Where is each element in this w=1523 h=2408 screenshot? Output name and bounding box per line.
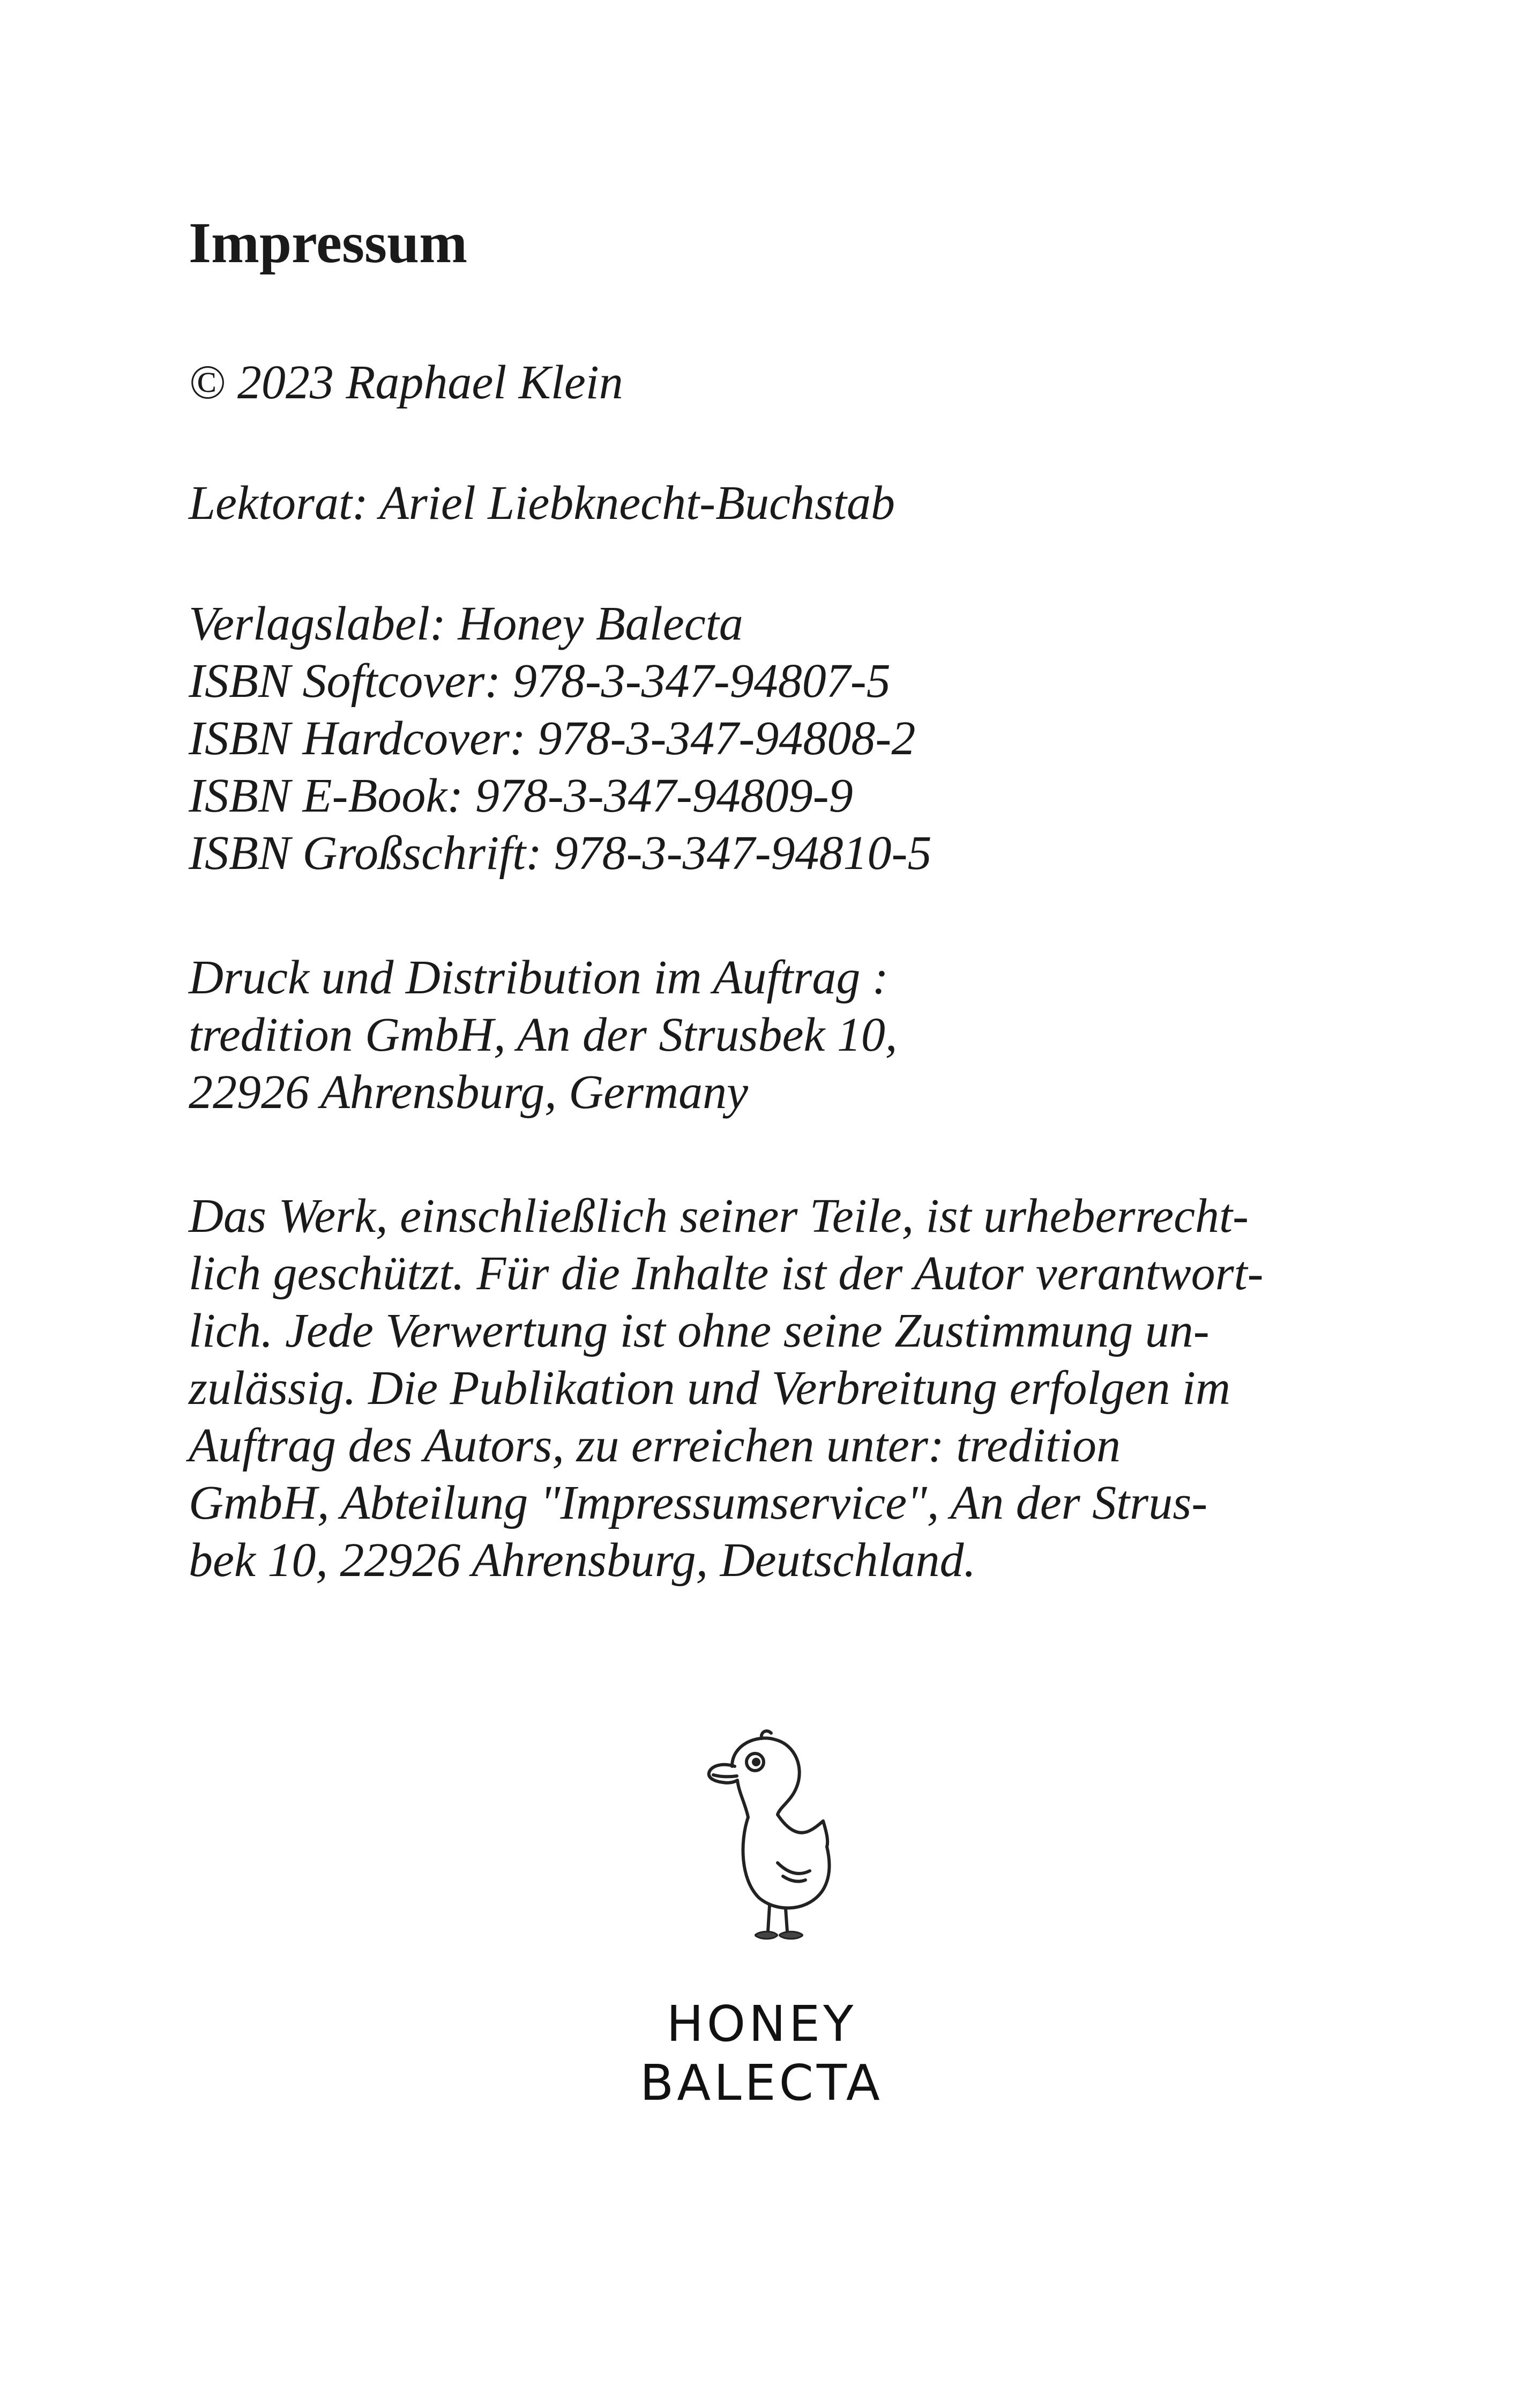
isbn-hardcover-line: ISBN Hardcover: 978-3-347-94808-2 bbox=[189, 712, 916, 765]
lektorat-line bbox=[189, 474, 895, 532]
legal-notice-block bbox=[189, 1187, 1264, 1589]
publisher-label-line: Verlagslabel: Honey Balecta bbox=[189, 597, 743, 650]
duckling-icon bbox=[681, 1729, 847, 1959]
publisher-logo bbox=[633, 1729, 890, 2112]
legal-line: Das Werk, einschließlich seiner Teile, ist urheberrecht- bbox=[189, 1190, 1249, 1243]
isbn-softcover-line: ISBN Softcover: 978-3-347-94807-5 bbox=[189, 655, 891, 708]
legal-line: GmbH, Abteilung "Impressumservice", An der Strus- bbox=[189, 1476, 1208, 1529]
isbn-large-print-line: ISBN Großschrift: 978-3-347-94810-5 bbox=[189, 827, 932, 880]
legal-line: lich geschützt. Für die Inhalte ist der Autor verantwort- bbox=[189, 1247, 1264, 1300]
isbn-ebook-line: ISBN E-Book: 978-3-347-94809-9 bbox=[189, 769, 853, 822]
page-title: Impressum bbox=[189, 211, 468, 275]
lektorat-text: Lektorat: Ariel Liebknecht-Buchstab bbox=[189, 477, 895, 530]
print-line: Druck und Distribution im Auftrag : bbox=[189, 951, 889, 1004]
logo-text-balecta: BALECTA bbox=[640, 2054, 883, 2112]
legal-line: lich. Jede Verwertung ist ohne seine Zustimmung un- bbox=[189, 1304, 1210, 1357]
copyright-text: © 2023 Raphael Klein bbox=[189, 356, 623, 409]
legal-line: zulässig. Die Publikation und Verbreitung erfolgen im bbox=[189, 1362, 1231, 1415]
legal-line: bek 10, 22926 Ahrensburg, Deutschland. bbox=[189, 1534, 976, 1587]
print-line: tredition GmbH, An der Strusbek 10, bbox=[189, 1008, 898, 1061]
copyright-line bbox=[189, 354, 623, 411]
legal-line: Auftrag des Autors, zu erreichen unter: tredition bbox=[189, 1419, 1121, 1472]
publisher-block bbox=[189, 595, 932, 882]
print-distribution-block bbox=[189, 949, 897, 1121]
print-line: 22926 Ahrensburg, Germany bbox=[189, 1066, 749, 1119]
logo-text-honey: HONEY bbox=[666, 1995, 857, 2053]
